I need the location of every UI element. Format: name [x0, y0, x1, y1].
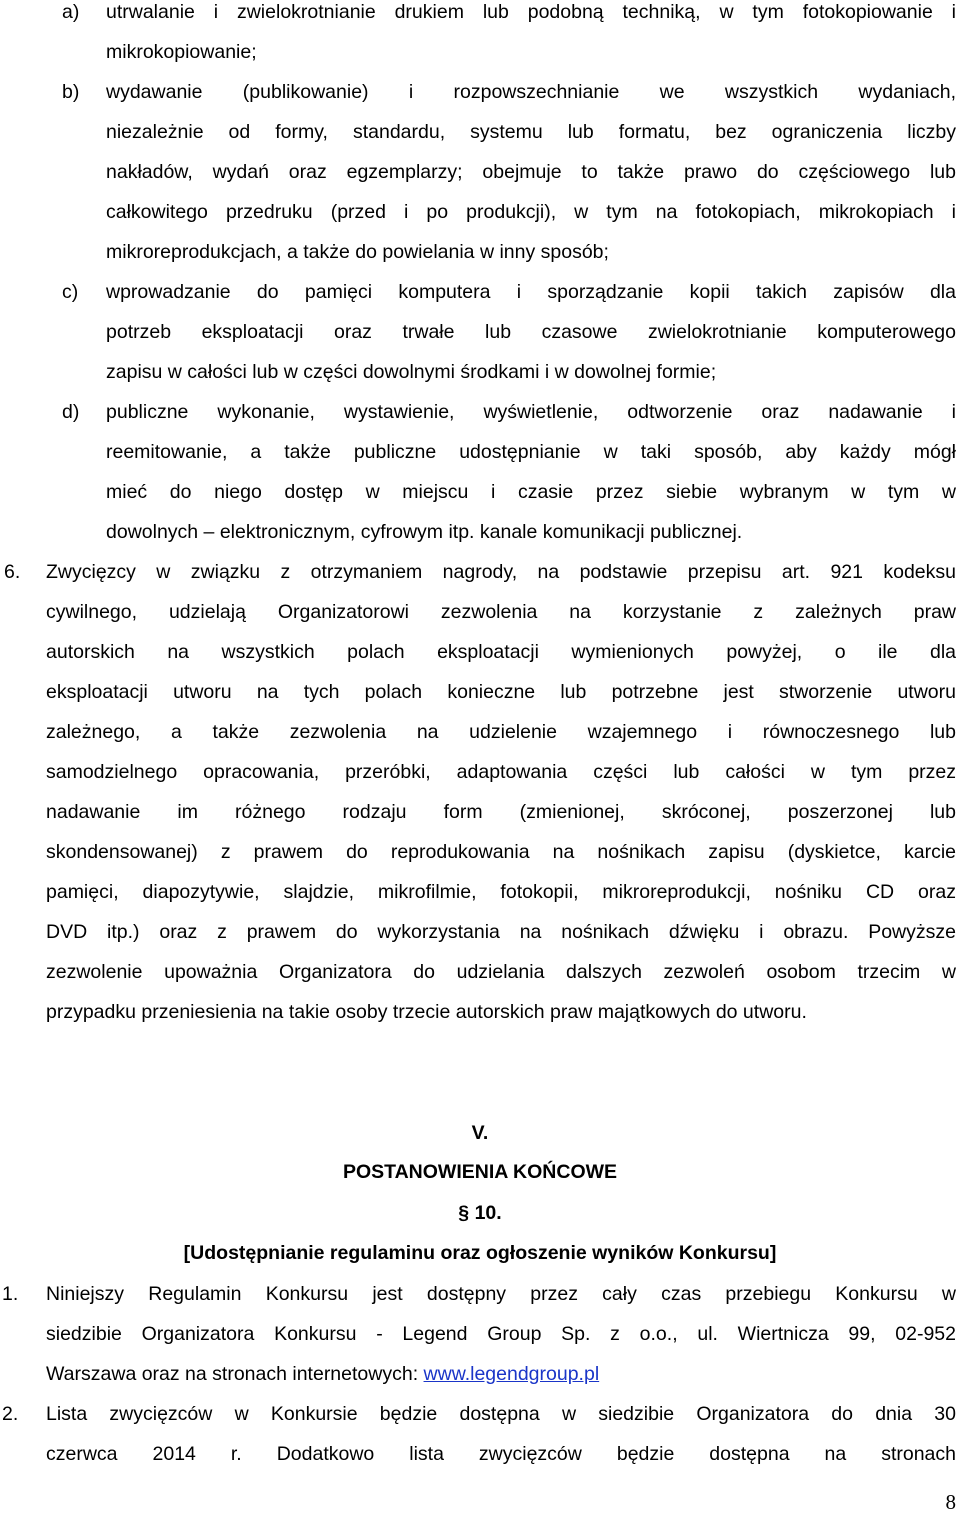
list-item-b-line: całkowitego przedruku (przed i po produkcji), w tym na fotokopiach, mikrokopiach i	[106, 201, 956, 223]
list-marker-b: b)	[62, 81, 80, 103]
section-symbol: §	[458, 1202, 470, 1224]
list-item-b-line: wydawanie (publikowanie) i rozpowszechnianie we wszystkich wydaniach,	[106, 81, 956, 103]
list-item-b-line: mikroreprodukcjach, a także do powielania w inny sposób;	[106, 241, 609, 263]
paragraph-6-line: skondensowanej) z prawem do reprodukowania na nośnikach zapisu (dyskietce, karcie	[46, 841, 956, 863]
paragraph-1-line: Niniejszy Regulamin Konkursu jest dostępny przez cały czas przebiegu Konkursu w	[46, 1283, 956, 1305]
list-item-c-line: wprowadzanie do pamięci komputera i sporządzanie kopii takich zapisów dla	[106, 281, 956, 303]
paragraph-number: 10.	[474, 1202, 502, 1224]
paragraph-6-line: eksploatacji utworu na tych polach konieczne lub potrzebne jest stworzenie utworu	[46, 681, 956, 703]
paragraph-6-line: nadawanie im różnego rodzaju form (zmienionej, skróconej, poszerzonej lub	[46, 801, 956, 823]
paragraph-1-line: siedzibie Organizatora Konkursu - Legend Group Sp. z o.o., ul. Wiertnicza 99, 02-952	[46, 1323, 956, 1345]
paragraph-6-line: autorskich na wszystkich polach eksploatacji wymienionych powyżej, o ile dla	[46, 641, 956, 663]
list-marker-a: a)	[62, 1, 80, 23]
list-item-a-line: mikrokopiowanie;	[106, 41, 257, 63]
list-item-d-line: mieć do niego dostęp w miejscu i czasie przez siebie wybranym w tym w	[106, 481, 956, 503]
list-item-c-line: zapisu w całości lub w części dowolnymi środkami i w dowolnej formie;	[106, 361, 717, 383]
section-number: V.	[471, 1122, 489, 1144]
list-item-a-line: utrwalanie i zwielokrotnianie drukiem lub podobną techniką, w tym fotokopiowanie i	[106, 1, 956, 23]
list-item-b-line: nakładów, wydań oraz egzemplarzy; obejmuje to także prawo do częściowego lub	[106, 161, 956, 183]
list-item-b-line: niezależnie od formy, standardu, systemu lub formatu, bez ograniczenia liczby	[106, 121, 956, 143]
list-marker-d: d)	[62, 401, 80, 423]
paragraph-6-line: Zwycięzcy w związku z otrzymaniem nagrody, na podstawie przepisu art. 921 kodeksu	[46, 561, 956, 583]
paragraph-6-line: pamięci, diapozytywie, slajdzie, mikrofilmie, fotokopii, mikroreprodukcji, nośniku CD oraz	[46, 881, 956, 903]
paragraph-2-line: czerwca 2014 r. Dodatkowo lista zwycięzców będzie dostępna na stronach	[46, 1443, 956, 1465]
paragraph-6-line: cywilnego, udzielają Organizatorowi zezwolenia na korzystanie z zależnych praw	[46, 601, 956, 623]
paragraph-6-line: zależnego, a także zezwolenia na udzielenie wzajemnego i równoczesnego lub	[46, 721, 956, 743]
paragraph-6-line: przypadku przeniesienia na takie osoby trzecie autorskich praw majątkowych do utworu.	[46, 1001, 807, 1023]
paragraph-1-line-text: Warszawa oraz na stronach internetowych:	[46, 1363, 424, 1385]
list-item-d-line: publiczne wykonanie, wystawienie, wyświetlenie, odtworzenie oraz nadawanie i	[106, 401, 956, 423]
section-title: POSTANOWIENIA KOŃCOWE	[342, 1161, 618, 1183]
website-link[interactable]: www.legendgroup.pl	[423, 1363, 600, 1385]
paragraph-2-marker: 2.	[2, 1403, 19, 1425]
list-item-d-line: reemitowanie, a także publiczne udostępnianie w taki sposób, aby każdy mógł	[106, 441, 956, 463]
paragraph-title: [Udostępnianie regulaminu oraz ogłoszenie wyników Konkursu]	[183, 1242, 777, 1264]
paragraph-1-line	[46, 1362, 599, 1386]
paragraph-2-line: Lista zwycięzców w Konkursie będzie dostępna w siedzibie Organizatora do dnia 30	[46, 1403, 956, 1425]
list-item-c-line: potrzeb eksploatacji oraz trwałe lub czasowe zwielokrotnianie komputerowego	[106, 321, 956, 343]
paragraph-6-line: DVD itp.) oraz z prawem do wykorzystania na nośnikach dźwięku i obrazu. Powyższe	[46, 921, 956, 943]
paragraph-6-marker: 6.	[4, 561, 21, 583]
paragraph-heading	[0, 1201, 960, 1225]
paragraph-6-line: samodzielnego opracowania, przeróbki, adaptowania części lub całości w tym przez	[46, 761, 956, 783]
paragraph-6-line: zezwolenie upoważnia Organizatora do udzielania dalszych zezwoleń osobom trzecim w	[46, 961, 956, 983]
list-item-d-line: dowolnych – elektronicznym, cyfrowym itp. kanale komunikacji publicznej.	[106, 521, 743, 543]
paragraph-1-marker: 1.	[2, 1283, 19, 1305]
list-marker-c: c)	[62, 281, 79, 303]
page-number: 8	[945, 1490, 956, 1514]
